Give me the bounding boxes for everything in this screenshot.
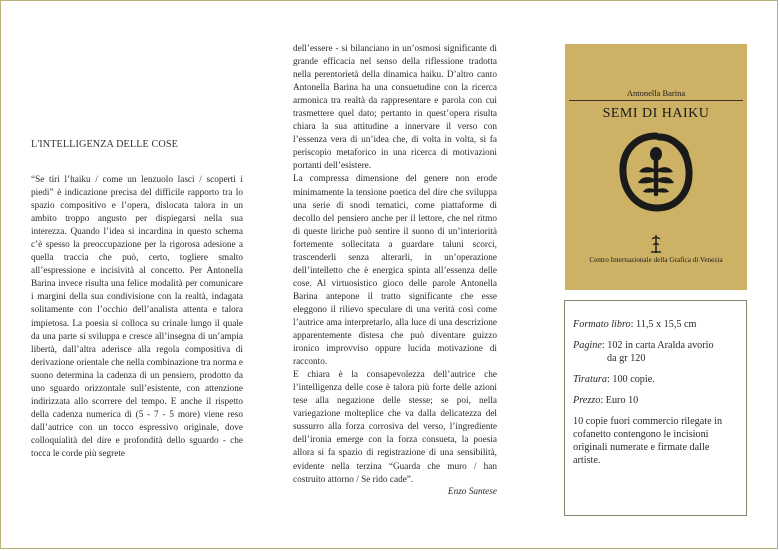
info-pages-value: : 102 in carta Aralda avorio — [601, 340, 714, 351]
essay-signature: Enzo Santese — [447, 487, 497, 497]
middle-column — [293, 43, 497, 487]
book-info-box — [564, 300, 747, 516]
publisher-mark-icon — [649, 234, 663, 254]
essay-paragraph: E chiara è la consapevolezza dell’autrice che l’intelligenza delle cose è talora più forte delle azioni tese alla negazione delle stesse; se poi, nella variegazione molteplice che va dalla delicatezza del sussurro alla forza corrosiva del verso, l’ingrediente dell’ironia emerge con la forza consueta, la poesia allora si fa spazio di registrazione di una sensibilità, evidente nella terzina “Guarda che muro / han costruito attorno / Se rido cade”. — [293, 370, 497, 485]
cover-divider — [569, 100, 743, 101]
info-price — [573, 394, 738, 407]
book-cover — [565, 44, 747, 290]
essay-paragraph: La compressa dimensione del genere non erode minimamente la tensione poetica del dire che sviluppa una serie di snodi tematici, come piattaforme di decollo del pensiero anche per il lettore, che nel ritmo di queste liriche può sentire il suono di un’interiorità fortemente sollecitata a guardare taluni scorci, trascenderli senza alterarli, in un’operazione dell’intelletto che è energica spinta all’essenza delle cose. Al virtuosistico gioco delle parole Antonella Barina antepone il tratto significante che esse eleggono il rilievo speculare di una verità così come l’autrice ama interpretarlo, alla luce di una descrizione apparentemente distesa che può diventare guizzo ironico improvviso oppure lucida motivazione di racconto. — [293, 174, 497, 368]
info-pages-paper-weight: da gr 120 — [607, 353, 646, 364]
seed-sprout-emblem-icon — [617, 132, 695, 212]
cover-title: SEMI DI HAIKU — [602, 106, 710, 121]
essay-paragraph: “Se tiri l’haiku / come un lenzuolo lasci / scoperti i piedi” è indicazione precisa del difficile rapporto tra lo spazio compositivo e l’opera, dislocata talora in un ambito troppo angusto per dispiegarsi nella sua interezza. Quando l’idea si incardina in questo schema c’è spesso la preoccupazione per la rigorosa adesione a quella traccia che può, certo, togliere smalto all’espressione e incisività al concetto. Per Antonella Barina invece risulta una felice modalità per comunicare i margini della sua condivisione con la realtà, indagata solitamente con l’occhio dell’analista attenta e talora impietosa. La poesia si colloca su crinale lungo il quale da una parte si sviluppa e cresce all’insegna di un’ampia libertà, dall’altra aderisce alla regola compositiva di derivazione orientale che nella combinazione tra norma e suono determina la cadenza di un pensiero, prodotto da uno sguardo orizzontale sull’esistente, con attenzione indirizzata allo scorrere del tempo. E anche il rispetto della cadenza numerica di (5 - 7 - 5 more) viene reso dall’autrice con un tocco espressivo originale, dove colloquialità del dire e profondità dello sguardo - che tocca le corde più segrete — [31, 175, 243, 459]
info-price-label: Prezzo — [573, 395, 601, 406]
info-price-value: : Euro 10 — [600, 395, 639, 406]
info-pages — [573, 339, 738, 365]
info-pages-label: Pagine — [573, 340, 602, 351]
info-print-run-label: Tiratura — [573, 374, 607, 385]
info-special-edition-note: 10 copie fuori commercio rilegate in cofanetto contengono le incisioni originali numerate e firmate dalle artiste. — [573, 416, 723, 466]
info-print-run — [573, 373, 738, 386]
info-format-value: : 11,5 x 15,5 cm — [630, 319, 697, 330]
cover-publisher: Centro Internazionale della Grafica di Venezia — [589, 256, 723, 264]
info-format-label: Formato libro — [573, 319, 631, 330]
essay-paragraph: dell’essere - si bilanciano in un’osmosi significante di grande efficacia nel senso della riflessione tradotta nella perentorietà della dinamica haiku. D’altro canto Antonella Barina ha una consuetudine con la ricerca armonica tra realtà da rappresentare e parola con cui trasmettere quel dato; pertanto in quest’opera risulta chiara la sua attitudine a innervare il verso con l’essenza vera di un’idea che, di volta in volta, si fa periscopio metaforico in una ricerca di motivazioni portanti dell’esistere. — [293, 44, 497, 172]
info-format — [573, 318, 738, 331]
info-print-run-value: : 100 copie. — [606, 374, 655, 385]
left-column — [31, 139, 243, 461]
cover-author: Antonella Barina — [626, 88, 686, 98]
essay-heading: L'INTELLIGENZA DELLE COSE — [31, 139, 178, 150]
